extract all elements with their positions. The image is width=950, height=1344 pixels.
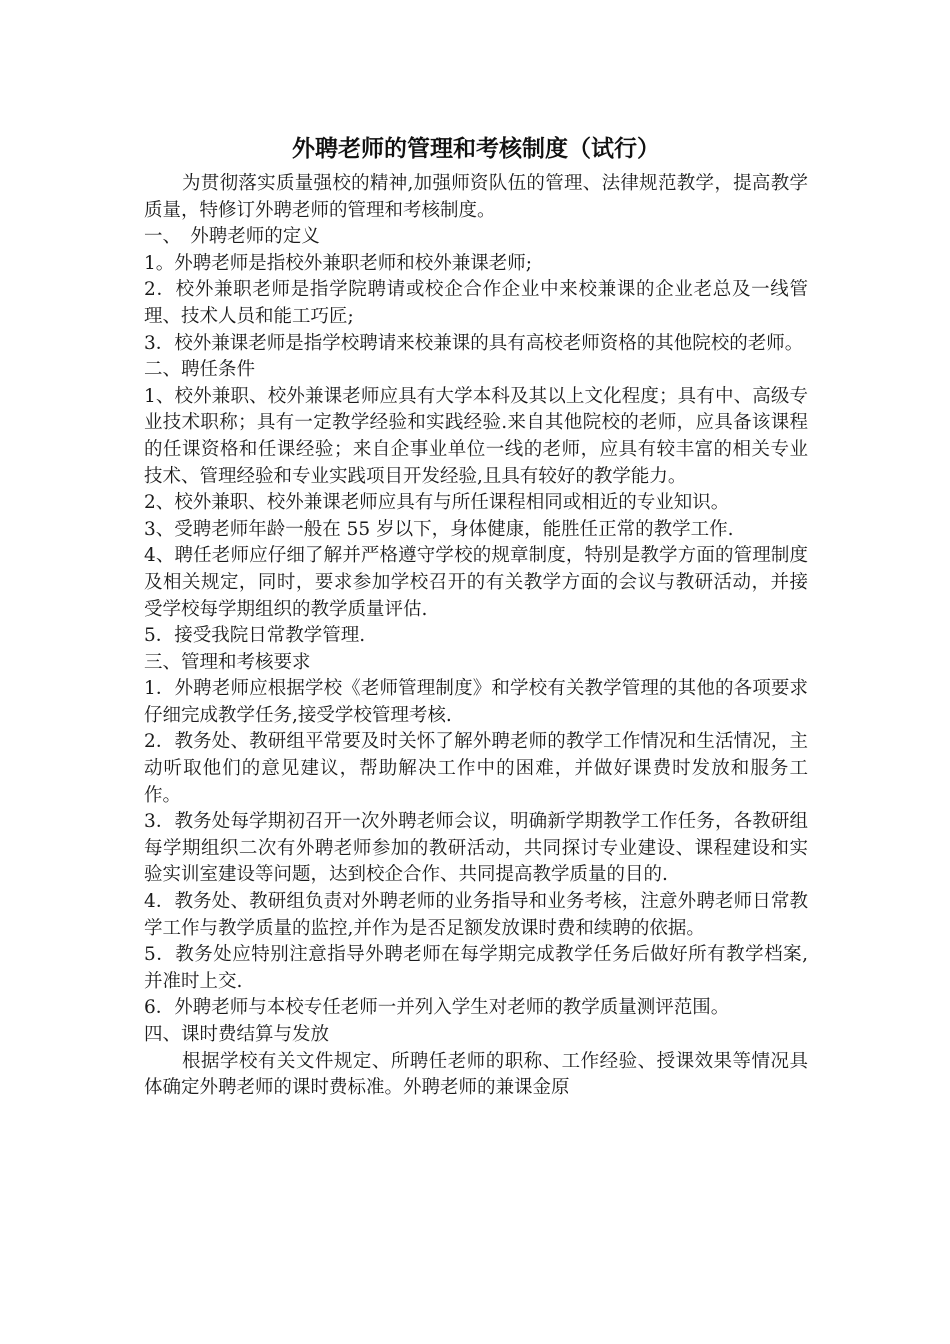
document-body (144, 134, 808, 1102)
management-item-6: 6．外聘老师与本校专任老师一并列入学生对老师的教学质量测评范围。 (144, 997, 730, 1019)
conditions-item-1: 1、校外兼职、校外兼课老师应具有大学本科及其以上文化程度；具有中、高级专业技术职称；具有一定教学经验和实践经验.来自其他院校的老师，应具备该课程的任课资格和任课经验；来自企事业单位一线的老师，应具有较丰富的相关专业技术、管理经验和专业实践项目开发经验,且具有较好的教学能力。 (144, 385, 808, 487)
management-item-3: 3．教务处每学期初召开一次外聘老师会议，明确新学期教学工作任务，各教研组每学期组织二次有外聘老师参加的教研活动，共同探讨专业建设、课程建设和实验实训室建设等问题，达到校企合作、共同提高教学质量的目的. (144, 811, 808, 886)
definition-item-3: 3．校外兼课老师是指学校聘请来校兼课的具有高校老师资格的其他院校的老师。 (144, 332, 804, 354)
conditions-item-2: 2、校外兼职、校外兼课老师应具有与所任课程相同或相近的专业知识。 (144, 492, 730, 514)
conditions-item-3: 3、受聘老师年龄一般在 55 岁以下，身体健康，能胜任正常的教学工作. (144, 518, 734, 540)
management-item-4: 4．教务处、教研组负责对外聘老师的业务指导和业务考核，注意外聘老师日常教学工作与教学质量的监控,并作为是否足额发放课时费和续聘的依据。 (144, 891, 808, 939)
conditions-item-5: 5．接受我院日常教学管理. (144, 625, 366, 647)
document-title: 外聘老师的管理和考核制度（试行） (292, 136, 660, 162)
section-heading-management: 三、管理和考核要求 (144, 651, 311, 673)
definition-item-2: 2．校外兼职老师是指学院聘请或校企合作企业中来校兼课的企业老总及一线管理、技术人员和能工巧匠; (144, 279, 808, 327)
intro-paragraph: 为贯彻落实质量强校的精神,加强师资队伍的管理、法律规范教学，提高教学质量，特修订外聘老师的管理和考核制度。 (144, 173, 808, 221)
section-heading-definition: 一、 外聘老师的定义 (144, 226, 320, 248)
section-heading-conditions: 二、聘任条件 (144, 359, 256, 381)
fees-paragraph: 根据学校有关文件规定、所聘任老师的职称、工作经验、授课效果等情况具体确定外聘老师的课时费标准。外聘老师的兼课金原 (144, 1050, 808, 1099)
management-item-1: 1．外聘老师应根据学校《老师管理制度》和学校有关教学管理的其他的各项要求仔细完成教学任务,接受学校管理考核. (144, 678, 808, 726)
management-item-5: 5．教务处应特别注意指导外聘老师在每学期完成教学任务后做好所有教学档案,并准时上交. (144, 944, 808, 992)
section-heading-fees: 四、课时费结算与发放 (144, 1024, 330, 1045)
definition-item-1: 1。外聘老师是指校外兼职老师和校外兼课老师; (144, 252, 533, 274)
management-item-2: 2．教务处、教研组平常要及时关怀了解外聘老师的教学工作情况和生活情况，主动听取他们的意见建议，帮助解决工作中的困难，并做好课费时发放和服务工作。 (144, 731, 808, 806)
conditions-item-4: 4、聘任老师应仔细了解并严格遵守学校的规章制度，特别是教学方面的管理制度及相关规定，同时，要求参加学校召开的有关教学方面的会议与教研活动，并接受学校每学期组织的教学质量评估. (144, 545, 808, 620)
